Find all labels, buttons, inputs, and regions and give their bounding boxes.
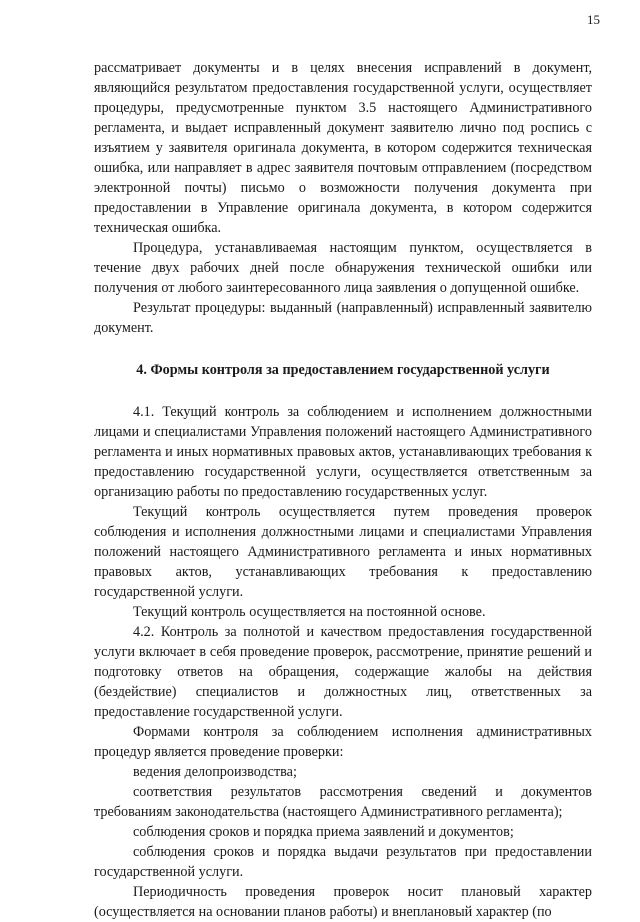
page-number: 15 xyxy=(587,12,600,27)
paragraph-procedure-result: Результат процедуры: выданный (направленный) исправленный заявителю документ. xyxy=(94,300,592,336)
paragraph-continuation: рассматривает документы и в целях внесения исправлений в документ, являющийся результатом предоставления государственной услуги, осуществляет процедуры, предусмотренные пунктом 3.5 настоящего Административного регламента, и выдает исправленный документ заявителю лично под роспись с изъятием у заявителя оригинала документа, в котором содержится техническая ошибка, или направляет в адрес заявителя почтовым отправлением (посредством электронной почты) письмо о возможности получения документа при предоставлении в Управление оригинала документа, в котором содержится техническая ошибка. xyxy=(94,60,592,236)
list-item-record-keeping: ведения делопроизводства; xyxy=(133,764,297,780)
paragraph-procedure-term: Процедура, устанавливаемая настоящим пунктом, осуществляется в течение двух рабочих дней после обнаружения технической ошибки или получения от любого заинтересованного лица заявления о допущенной ошибке. xyxy=(94,240,592,296)
paragraph-4-2: 4.2. Контроль за полнотой и качеством предоставления государственной услуги включает в себя проведение проверок, рассмотрение, принятие решений и подготовку ответов на обращения, содержащие жалобы на действия (бездействие) специалистов и должностных лиц, ответственных за предоставление государственной услуги. xyxy=(94,624,592,720)
paragraph-control-forms: Формами контроля за соблюдением исполнения административных процедур является проведение проверки: xyxy=(94,724,592,760)
page-content xyxy=(94,58,592,922)
list-item-reception-terms: соблюдения сроков и порядка приема заявлений и документов; xyxy=(133,824,514,840)
paragraph-periodicity: Периодичность проведения проверок носит плановый характер (осуществляется на основании планов работы) и внеплановый характер (по xyxy=(94,884,592,920)
paragraph-4-1: 4.1. Текущий контроль за соблюдением и исполнением должностными лицами и специалистами Управления положений настоящего Административного регламента и иных нормативных правовых актов, устанавливающих требования к предоставлению государственной услуги, осуществляется ответственным за организацию работы по предоставлению государственных услуг. xyxy=(94,404,592,500)
section-heading: 4. Формы контроля за предоставлением государственной услуги xyxy=(136,362,550,378)
list-item-issuance-terms: соблюдения сроков и порядка выдачи результатов при предоставлении государственной услуги. xyxy=(94,844,592,880)
list-item-compliance: соответствия результатов рассмотрения сведений и документов требованиям законодательства (настоящего Административного регламента); xyxy=(94,784,592,820)
paragraph-current-control-basis: Текущий контроль осуществляется на постоянной основе. xyxy=(133,604,486,620)
paragraph-current-control-method: Текущий контроль осуществляется путем проведения проверок соблюдения и исполнения должностными лицами и специалистами Управления положений настоящего Административного регламента и иных нормативных правовых актов, устанавливающих требования к предоставлению государственной услуги. xyxy=(94,504,592,600)
